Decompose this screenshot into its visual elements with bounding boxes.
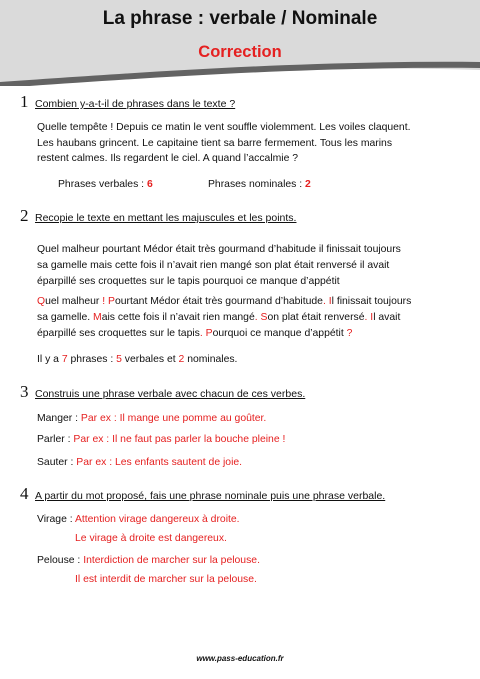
q4-item: [37, 555, 260, 566]
q2-corrected-line: [37, 312, 400, 323]
text-segment: sa gamelle.: [37, 312, 94, 323]
text-segment: ourquoi ce manque d’appétit: [212, 328, 347, 339]
punctuation-mark: . I: [364, 312, 374, 323]
q2-original-line: Quel malheur pourtant Médor était très gourmand d’habitude il finissait toujours: [37, 244, 401, 255]
q1-verbal-answer: [58, 179, 153, 190]
answer-text: Par ex : Il ne faut pas parler la bouche pleine !: [73, 434, 286, 445]
q2-original-line: éparpillé ses croquettes sur le tapis pourquoi ce manque d’appétit: [37, 276, 340, 287]
text-segment: ourtant Médor était très gourmand d’habitude: [115, 296, 323, 307]
verbal-answer: Le virage à droite est dangereux.: [75, 533, 227, 544]
text-segment: Il y a: [37, 354, 62, 365]
punctuation-mark: . S: [254, 312, 268, 323]
verb-label: Parler :: [37, 434, 74, 445]
punctuation-mark: ?: [346, 328, 353, 339]
punctuation-mark: . P: [199, 328, 213, 339]
text-segment: l finissait toujours: [331, 296, 412, 307]
text-segment: nominales.: [184, 354, 238, 365]
answer-text: Par ex : Il mange une pomme au goûter.: [80, 413, 267, 424]
q3-item: [37, 413, 266, 424]
word-label: Pelouse :: [37, 555, 84, 566]
q4-item: [37, 514, 240, 525]
nominal-answer: Attention virage dangereux à droite.: [74, 514, 240, 525]
question-2-text: Recopie le texte en mettant les majuscules et les points.: [35, 212, 297, 224]
question-number: 4: [20, 484, 29, 503]
punctuation-mark: . I: [322, 296, 332, 307]
page-subtitle: Correction: [198, 43, 282, 61]
q2-original-line: sa gamelle mais cette fois il n’avait rien mangé son plat était renversé il avait: [37, 260, 390, 271]
q1-text-line: Quelle tempête ! Depuis ce matin le vent souffle violemment. Les voiles claquent.: [37, 122, 411, 133]
nominal-answer: Interdiction de marcher sur la pelouse.: [83, 555, 260, 566]
text-segment: verbales et: [121, 354, 179, 365]
word-label: Virage :: [37, 514, 75, 525]
question-1-text: Combien y-a-t-il de phrases dans le texte ?: [35, 98, 236, 110]
q1-text-line: Les haubans grincent. Le capitaine tient sa barre fermement. Tous les marins: [37, 138, 393, 149]
text-segment: ais cette fois il n’avait rien mangé: [101, 312, 255, 323]
answer-text: Par ex : Les enfants sautent de joie.: [76, 457, 243, 468]
verbal-answer: Il est interdit de marcher sur la pelouse.: [75, 574, 257, 585]
verbal-count: 5: [116, 354, 122, 365]
question-number: 2: [20, 206, 29, 225]
question-number: 1: [20, 92, 29, 111]
text-segment: on plat était renversé: [267, 312, 365, 323]
question-4-text: A partir du mot proposé, fais une phrase nominale puis une phrase verbale.: [35, 490, 386, 502]
capital-mark: M: [93, 312, 102, 323]
q3-item: [37, 457, 242, 468]
nominal-count: 2: [305, 179, 311, 190]
verb-label: Sauter :: [37, 457, 77, 468]
text-segment: éparpillé ses croquettes sur le tapis: [37, 328, 200, 339]
text-segment: l avait: [373, 312, 401, 323]
q2-corrected-line: [37, 296, 411, 307]
q1-text-line: restent calmes. Ils regardent le ciel. A quand l’accalmie ?: [37, 153, 299, 164]
footer-url: www.pass-education.fr: [196, 654, 284, 663]
question-number: 3: [20, 382, 29, 401]
text-segment: phrases :: [67, 354, 117, 365]
verbal-count: 6: [146, 179, 153, 190]
q2-summary: [37, 354, 237, 365]
capital-mark: Q: [37, 296, 46, 307]
q2-corrected-line: [37, 328, 352, 339]
q3-item: [37, 434, 285, 445]
nominal-count: 2: [178, 354, 185, 365]
question-3-text: Construis une phrase verbale avec chacun de ces verbes.: [35, 388, 306, 400]
punctuation-mark: ! P: [102, 296, 115, 307]
total-count: 7: [61, 354, 68, 365]
verbal-label: Phrases verbales :: [58, 179, 147, 190]
verb-label: Manger :: [37, 413, 81, 424]
q1-nominal-answer: [208, 179, 311, 190]
text-segment: uel malheur: [45, 296, 103, 307]
page-title: La phrase : verbale / Nominale: [102, 8, 378, 29]
nominal-label: Phrases nominales :: [208, 179, 306, 190]
